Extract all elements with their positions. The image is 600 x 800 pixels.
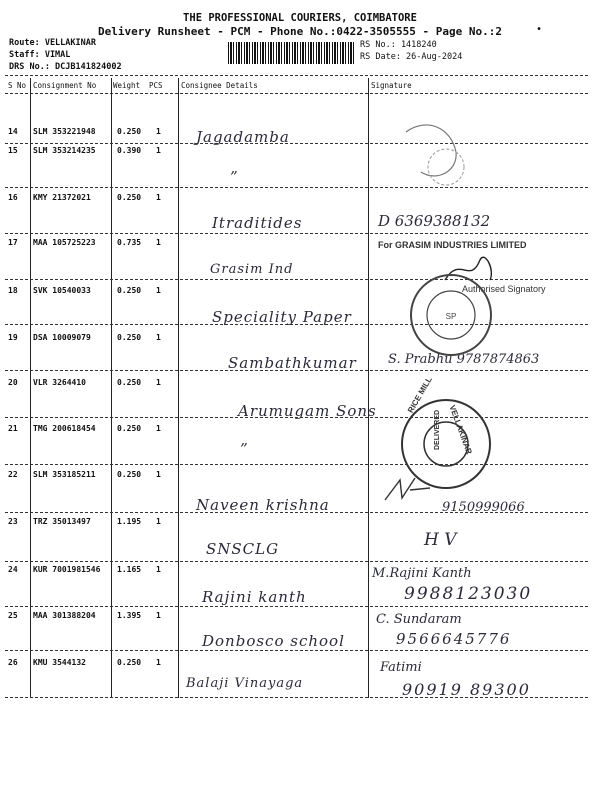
- row-pcs: 1: [156, 517, 161, 526]
- route-label: Route: VELLAKINAR: [9, 38, 96, 48]
- row-consignment: KMU 3544132: [33, 658, 86, 667]
- row-rule: [5, 561, 588, 562]
- row-consignment: MAA 105725223: [33, 238, 96, 247]
- row-sno: 15: [8, 146, 18, 155]
- signature-initials: H V: [424, 530, 457, 550]
- row-pcs: 1: [156, 286, 161, 295]
- handwritten-ditto: ”: [240, 440, 249, 458]
- seal-center-text: DELIVERED: [434, 409, 441, 450]
- handwritten-consignee: Donbosco school: [202, 632, 345, 650]
- row-pcs: 1: [156, 127, 161, 136]
- round-stamp-faint: [396, 112, 476, 192]
- signature-phone: 9150999066: [442, 500, 525, 515]
- row-consignment: SVK 10540033: [33, 286, 91, 295]
- col-divider-4: [368, 78, 369, 698]
- handwritten-consignee: Naveen krishna: [196, 496, 330, 514]
- row-consignment: SLM 353185211: [33, 470, 96, 479]
- row-weight: 0.250: [117, 658, 142, 667]
- row-sno: 24: [8, 565, 18, 574]
- col-consignee: Consignee Details: [181, 81, 258, 90]
- row-sno: 14: [8, 127, 18, 136]
- row-consignment: SLM 353221948: [33, 127, 96, 136]
- handwritten-consignee: SNSCLG: [206, 540, 280, 558]
- row-pcs: 1: [156, 658, 161, 667]
- handwritten-consignee: Itraditides: [212, 214, 303, 232]
- row-sno: 25: [8, 611, 18, 620]
- rs-date: RS Date: 26-Aug-2024: [360, 52, 463, 62]
- row-rule: [5, 606, 588, 607]
- drs-number: DRS No.: DCJB141824002: [9, 62, 122, 72]
- row-pcs: 1: [156, 193, 161, 202]
- row-weight: 0.250: [117, 286, 142, 295]
- handwritten-consignee: Jagadamba: [196, 128, 290, 146]
- col-consignment: Consignment No: [33, 81, 97, 90]
- handwritten-consignee: Speciality Paper: [212, 308, 352, 326]
- signature-name: C. Sundaram: [376, 612, 462, 627]
- company-title: THE PROFESSIONAL COURIERS, COIMBATORE: [183, 12, 417, 24]
- header-bottom-rule: [5, 93, 588, 94]
- row-rule: [5, 233, 588, 234]
- col-weight: Weight: [113, 81, 141, 90]
- staff-label: Staff: VIMAL: [9, 50, 71, 60]
- row-pcs: 1: [156, 611, 161, 620]
- row-pcs: 1: [156, 333, 161, 342]
- row-consignment: VLR 3264410: [33, 378, 86, 387]
- row-sno: 18: [8, 286, 18, 295]
- header-top-rule: [5, 75, 588, 76]
- row-pcs: 1: [156, 424, 161, 433]
- authorised-signatory: Authorised Signatory: [462, 284, 546, 294]
- row-weight: 0.250: [117, 193, 142, 202]
- col-divider-1: [30, 78, 31, 698]
- runsheet-subtitle: Delivery Runsheet - PCM - Phone No.:0422-3505555 - Page No.:2: [98, 25, 502, 38]
- rs-number: RS No.: 1418240: [360, 40, 437, 50]
- row-consignment: KUR 7001981546: [33, 565, 101, 574]
- corner-mark: •: [536, 24, 543, 35]
- row-rule: [5, 279, 588, 280]
- signature-phone: 90919 89300: [402, 680, 531, 699]
- col-divider-2: [111, 78, 112, 698]
- row-rule: [5, 187, 588, 188]
- row-sno: 16: [8, 193, 18, 202]
- handwritten-consignee: Grasim Ind: [210, 262, 294, 277]
- row-weight: 1.195: [117, 517, 142, 526]
- seal-ring-text: RICE MILL: [406, 375, 434, 415]
- signature-phone: 9566645776: [396, 630, 512, 648]
- row-weight: 0.250: [117, 424, 142, 433]
- handwritten-consignee: Balaji Vinayaga: [186, 676, 304, 691]
- company-stamp-text: For GRASIM INDUSTRIES LIMITED: [378, 240, 527, 250]
- row-sno: 21: [8, 424, 18, 433]
- barcode: [228, 42, 356, 64]
- row-weight: 0.735: [117, 238, 142, 247]
- col-pcs: PCS: [149, 81, 163, 90]
- row-consignment: KMY 21372021: [33, 193, 91, 202]
- row-sno: 19: [8, 333, 18, 342]
- row-consignment: SLM 353214235: [33, 146, 96, 155]
- row-weight: 0.390: [117, 146, 142, 155]
- row-sno: 17: [8, 238, 18, 247]
- handwritten-consignee: Sambathkumar: [228, 354, 357, 372]
- row-consignment: TRZ 35013497: [33, 517, 91, 526]
- row-rule: [5, 650, 588, 651]
- row-weight: 0.250: [117, 333, 142, 342]
- row-rule: [5, 464, 588, 465]
- row-weight: 1.395: [117, 611, 142, 620]
- row-sno: 23: [8, 517, 18, 526]
- row-rule: [5, 143, 588, 144]
- row-pcs: 1: [156, 470, 161, 479]
- row-weight: 0.250: [117, 378, 142, 387]
- row-consignment: TMG 200618454: [33, 424, 96, 433]
- row-sno: 22: [8, 470, 18, 479]
- round-company-seal: [408, 272, 494, 358]
- row-pcs: 1: [156, 146, 161, 155]
- row-pcs: 1: [156, 565, 161, 574]
- col-signature: Signature: [371, 81, 412, 90]
- signature-phone: D 6369388132: [378, 212, 491, 230]
- handwritten-consignee: Rajini kanth: [202, 588, 307, 606]
- row-consignment: MAA 301388204: [33, 611, 96, 620]
- signature-name: Fatimi: [380, 660, 422, 675]
- row-consignment: DSA 10009079: [33, 333, 91, 342]
- handwritten-ditto: ”: [230, 168, 239, 186]
- row-pcs: 1: [156, 238, 161, 247]
- row-sno: 20: [8, 378, 18, 387]
- handwritten-consignee: Arumugam Sons: [238, 402, 377, 420]
- col-sno: S No: [8, 81, 27, 90]
- row-weight: 0.250: [117, 470, 142, 479]
- svg-text:SP: SP: [445, 312, 457, 321]
- row-sno: 26: [8, 658, 18, 667]
- seal-ring-text: VELLAKINAR: [447, 404, 474, 456]
- signature-name: M.Rajini Kanth: [372, 566, 472, 581]
- signature-phone: S. Prabhu 9787874863: [388, 352, 540, 367]
- col-divider-3: [178, 78, 179, 698]
- row-pcs: 1: [156, 378, 161, 387]
- row-weight: 1.165: [117, 565, 142, 574]
- signature-phone: 9988123030: [404, 584, 533, 604]
- row-weight: 0.250: [117, 127, 142, 136]
